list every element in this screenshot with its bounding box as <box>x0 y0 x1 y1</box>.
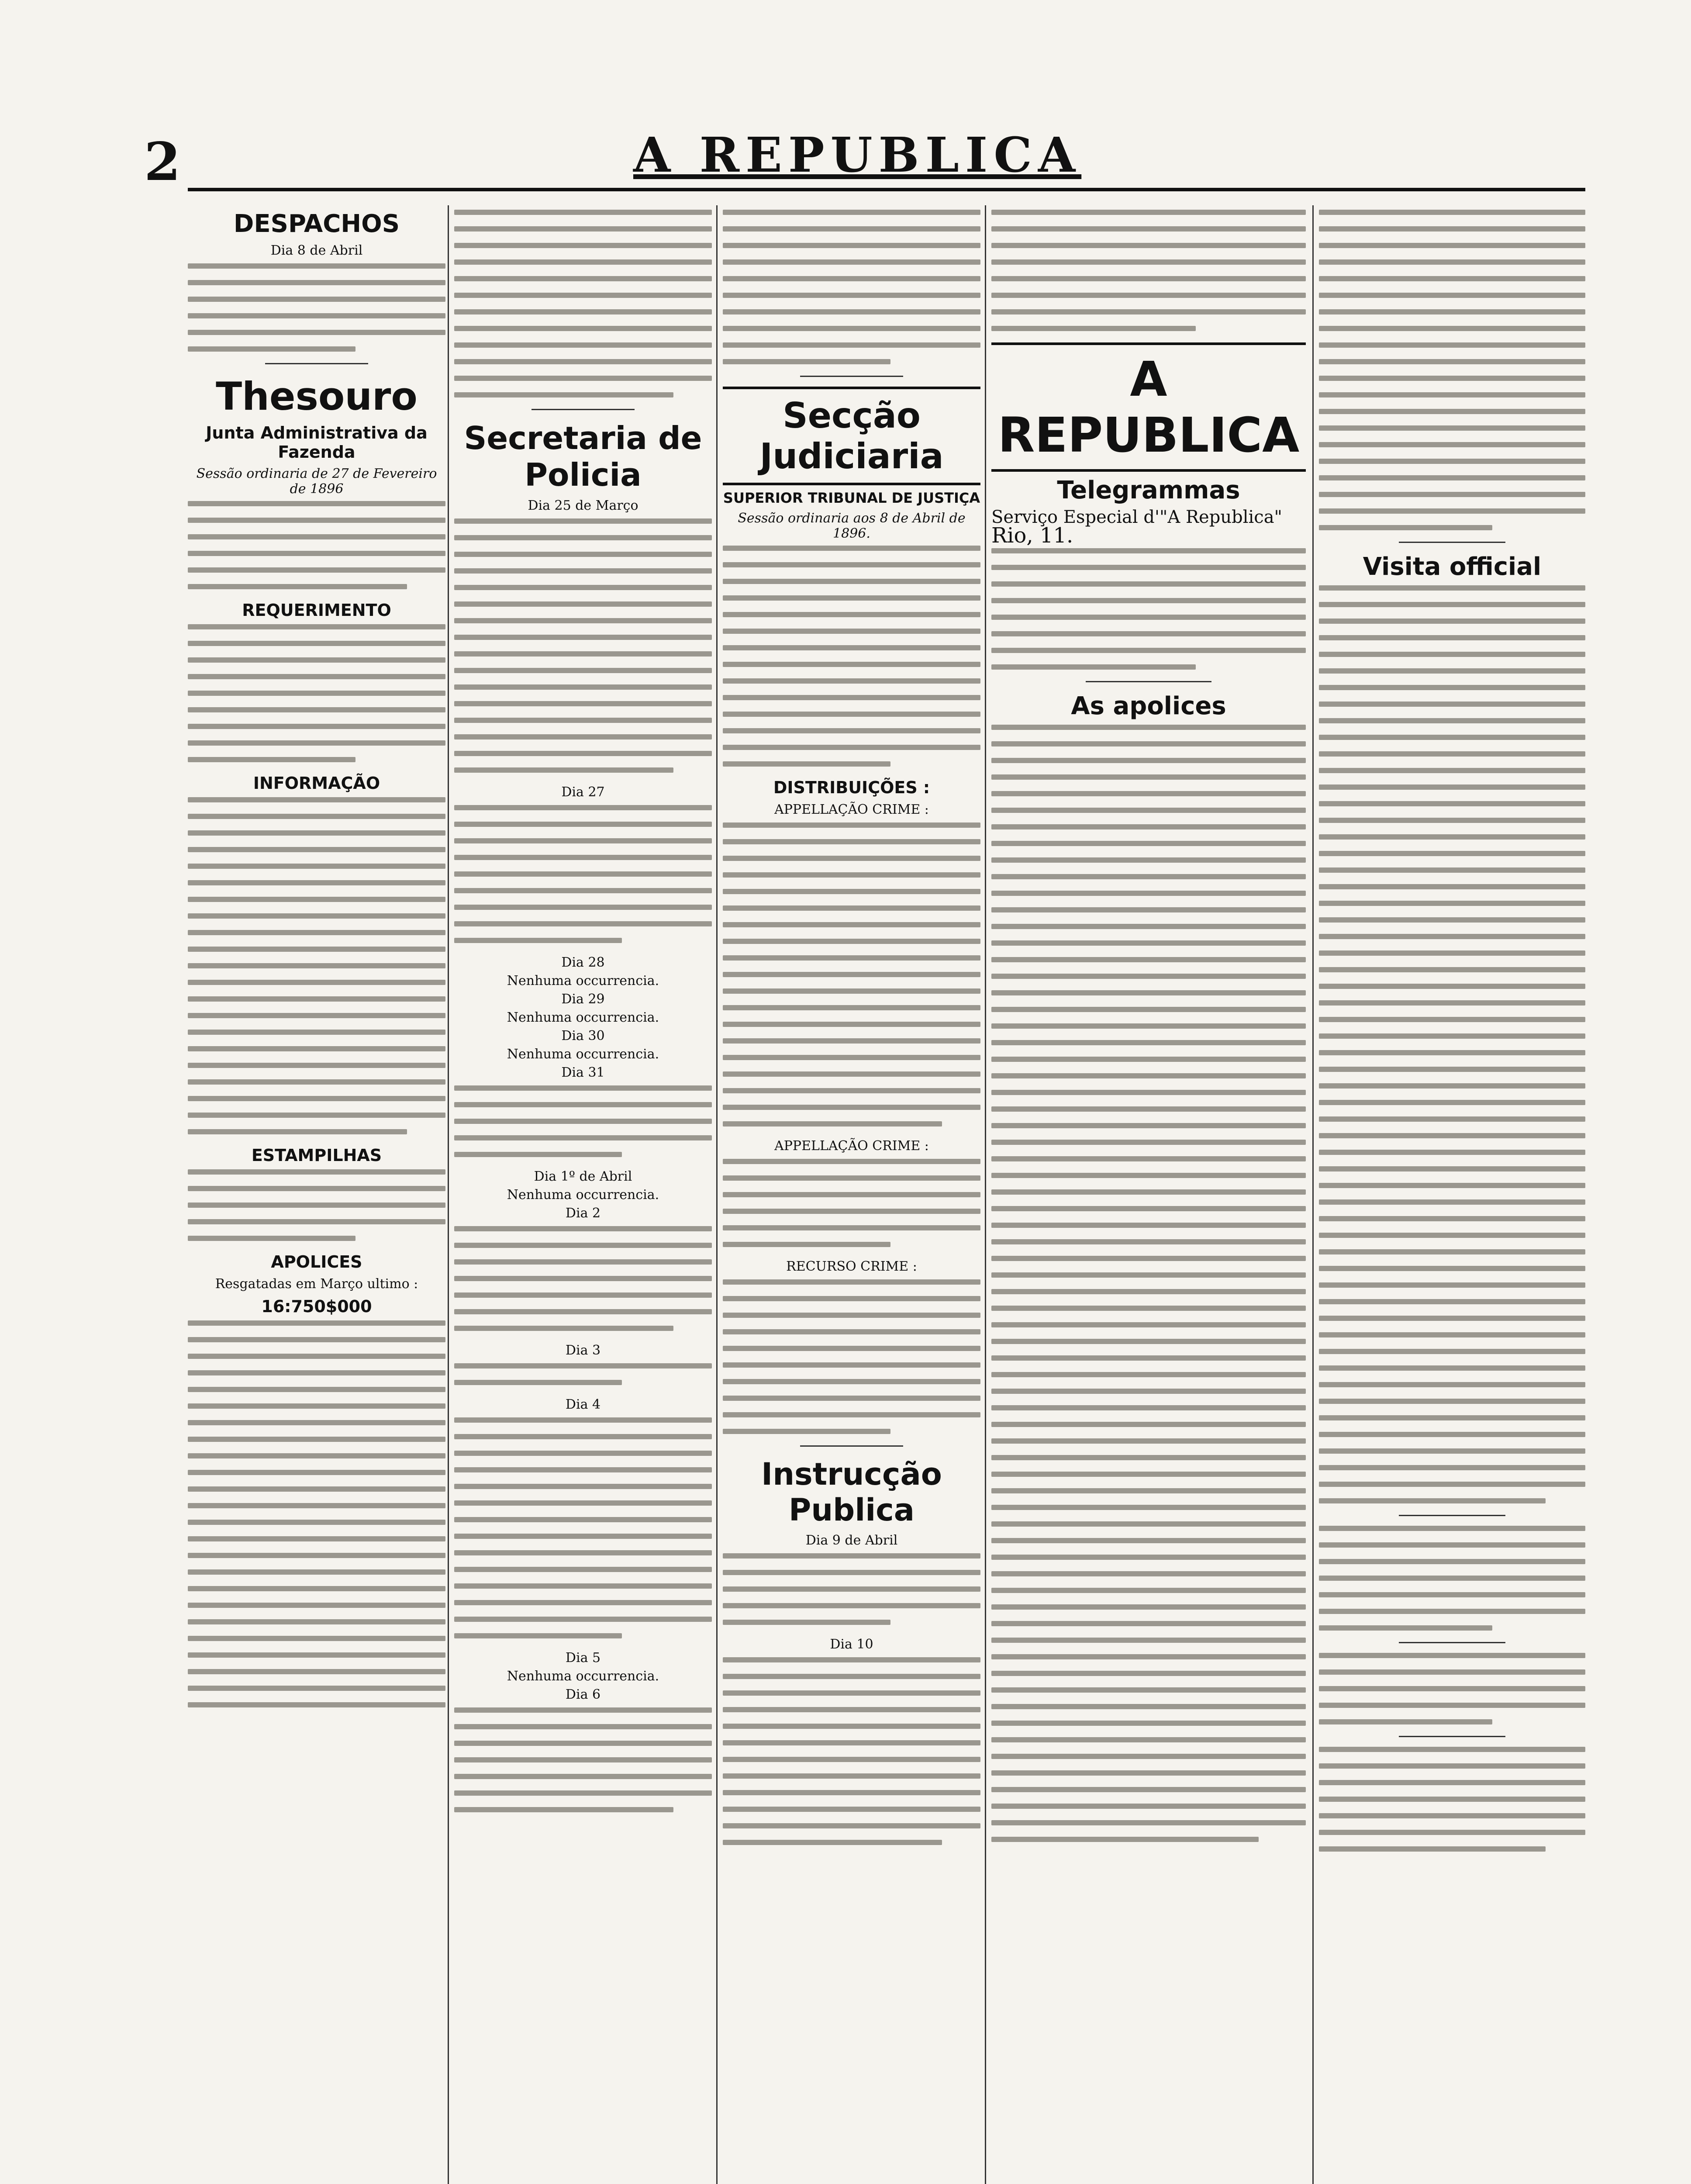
text-block <box>723 1657 980 1845</box>
separator <box>1399 1515 1505 1516</box>
date-line: Dia 29 <box>561 992 605 1007</box>
date-line: Dia 25 de Março <box>528 498 638 513</box>
column-divider <box>716 205 718 2184</box>
occurrence-line: Nenhuma occurrencia. <box>507 1187 659 1203</box>
separator <box>1399 1736 1505 1737</box>
text-block <box>723 546 980 767</box>
section-heading-instrucao: Instrucção Publica <box>761 1456 942 1528</box>
section-heading-republica: A REPUBLICA <box>991 342 1306 472</box>
text-block <box>723 1553 980 1625</box>
date-line: Dia 27 <box>561 784 605 800</box>
page-number: 2 <box>144 131 181 193</box>
text-block <box>454 1363 712 1385</box>
separator <box>1399 542 1505 543</box>
subheading-appellacao: APPELLAÇÃO CRIME : <box>774 802 929 817</box>
text-block <box>454 1226 712 1331</box>
text-block <box>454 1417 712 1638</box>
subheading-junta: Junta Administrativa da Fazenda <box>206 423 428 462</box>
column-visita-official <box>1319 205 1585 2184</box>
separator <box>531 409 635 410</box>
occurrence-line: Nenhuma occurrencia. <box>507 1047 659 1062</box>
text-block <box>188 624 445 762</box>
section-heading-despachos: DESPACHOS <box>233 210 400 238</box>
separator <box>265 363 368 364</box>
column-divider <box>448 205 449 2184</box>
session-line: Sessão ordinaria de 27 de Fevereiro de 1896 <box>196 466 437 497</box>
section-heading-thesouro: Thesouro <box>216 374 418 419</box>
text-block <box>723 1159 980 1247</box>
subheading-recurso: RECURSO CRIME : <box>786 1259 917 1274</box>
subheading-requerimento: REQUERIMENTO <box>242 601 391 620</box>
column-republica-telegrammas <box>991 205 1306 2184</box>
section-heading-apolices: As apolices <box>1071 692 1226 720</box>
date-line: Dia 28 <box>561 955 605 970</box>
text-block <box>991 210 1306 331</box>
masthead-title: A REPUBLICA <box>633 127 1082 183</box>
text-block <box>723 822 980 1127</box>
session-line: Sessão ordinaria aos 8 de Abril de 1896. <box>738 511 966 541</box>
column-secretaria-policia <box>454 205 712 2184</box>
text-block <box>1319 1653 1585 1724</box>
text-block <box>1319 585 1585 1503</box>
text-block <box>188 1169 445 1241</box>
subheading-distribuicoes: DISTRIBUIÇÕES : <box>773 778 930 797</box>
text-block <box>454 518 712 773</box>
text-block <box>723 210 980 364</box>
date-line: Dia 6 <box>565 1687 601 1702</box>
text-block <box>454 1707 712 1812</box>
occurrence-line: Nenhuma occurrencia. <box>507 1010 659 1025</box>
separator <box>800 376 903 377</box>
column-divider <box>1312 205 1314 2184</box>
date-line: Dia 8 de Abril <box>270 243 363 258</box>
column-seccao-judiciaria <box>723 205 980 2184</box>
servico-line: Serviço Especial d'"A Republica" <box>991 507 1282 527</box>
text-block <box>723 1279 980 1434</box>
date-line: Dia 5 <box>565 1650 601 1666</box>
subheading-apolices: APOLICES <box>271 1252 362 1272</box>
text-block <box>454 805 712 943</box>
text-block <box>188 797 445 1134</box>
text-block <box>454 1085 712 1157</box>
date-line: Dia 30 <box>561 1028 605 1044</box>
rio-line: Rio, 11. <box>991 523 1073 548</box>
text-block <box>1319 1747 1585 1852</box>
resgatadas-line: Resgatadas em Março ultimo : <box>215 1276 418 1292</box>
subheading-telegrammas: Telegrammas <box>1057 476 1240 505</box>
text-block <box>1319 210 1585 530</box>
date-line: Dia 1º de Abril <box>534 1169 632 1184</box>
text-block <box>991 725 1306 1842</box>
date-line: Dia 3 <box>565 1343 601 1358</box>
separator <box>800 1445 903 1447</box>
separator <box>1086 681 1211 682</box>
text-block <box>1319 1526 1585 1631</box>
occurrence-line: Nenhuma occurrencia. <box>507 973 659 988</box>
date-line: Dia 4 <box>565 1397 601 1412</box>
date-line: Dia 9 de Abril <box>805 1533 898 1548</box>
column-divider <box>985 205 986 2184</box>
subheading-tribunal: SUPERIOR TRIBUNAL DE JUSTIÇA <box>723 490 980 506</box>
text-block <box>188 501 445 589</box>
text-block <box>188 1320 445 1707</box>
subheading-appellacao: APPELLAÇÃO CRIME : <box>774 1138 929 1154</box>
text-block <box>188 263 445 352</box>
masthead-rule <box>188 188 1585 191</box>
amount-value: 16:750$000 <box>261 1297 372 1316</box>
date-line: Dia 10 <box>830 1637 873 1652</box>
section-heading-secretaria: Secretaria de Policia <box>464 420 702 493</box>
separator <box>1399 1642 1505 1643</box>
section-heading-visita: Visita official <box>1363 553 1542 581</box>
numbers-block <box>454 210 712 397</box>
date-line: Dia 2 <box>565 1206 601 1221</box>
occurrence-line: Nenhuma occurrencia. <box>507 1669 659 1684</box>
date-line: Dia 31 <box>561 1065 605 1080</box>
column-despachos-thesouro <box>188 205 445 2184</box>
subheading-estampilhas: ESTAMPILHAS <box>251 1146 382 1165</box>
text-block <box>991 548 1306 670</box>
section-heading-seccao-judiciaria: Secção Judiciaria <box>723 387 980 485</box>
subheading-informacao: INFORMAÇÃO <box>253 774 380 793</box>
